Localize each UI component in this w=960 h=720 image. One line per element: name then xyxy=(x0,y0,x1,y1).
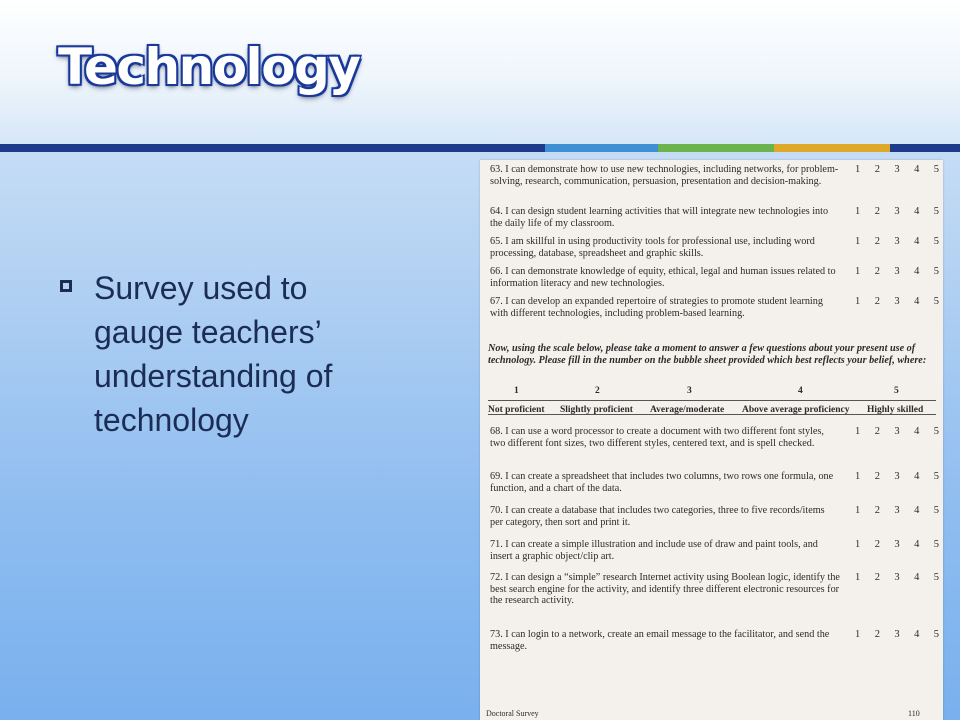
survey-item-text: 65. I am skillful in using productivity tools for professional use, including word processing, database, spreadsheet and graphic skills. xyxy=(490,236,815,259)
survey-item-text: 70. I can create a database that includes two categories, three to five records/items per category, then sort and print it. xyxy=(490,505,825,528)
survey-item-text: 71. I can create a simple illustration and include use of draw and paint tools, and insert a graphic object/clip art. xyxy=(490,539,818,562)
scale-5: 5 xyxy=(933,236,939,247)
scale-3: 3 xyxy=(894,206,900,217)
scale-5: 5 xyxy=(933,505,939,516)
scale-5: 5 xyxy=(933,471,939,482)
accent-bar-green xyxy=(658,144,774,152)
scale-number-1: 1 xyxy=(514,386,519,396)
scale-5: 5 xyxy=(933,539,939,550)
survey-item-text: 66. I can demonstrate knowledge of equity, ethical, legal and human issues related to information literacy and new technologies. xyxy=(490,266,836,289)
slide-title: Technology xyxy=(58,38,360,96)
accent-bar-strip xyxy=(0,144,960,152)
scale-2: 2 xyxy=(874,236,880,247)
scale-2: 2 xyxy=(874,471,880,482)
scale-4: 4 xyxy=(914,296,920,307)
survey-item-scale xyxy=(855,471,939,482)
scale-3: 3 xyxy=(894,236,900,247)
scale-3: 3 xyxy=(894,296,900,307)
scale-3: 3 xyxy=(894,629,900,640)
scale-5: 5 xyxy=(933,296,939,307)
bullet-list xyxy=(60,266,440,442)
survey-item-text: 67. I can develop an expanded repertoire of strategies to promote student learning with different technologies, including problem-based learning. xyxy=(490,296,823,319)
scale-2: 2 xyxy=(874,572,880,583)
scale-label-3: Average/moderate xyxy=(650,405,725,415)
survey-item-scale xyxy=(855,164,939,175)
scale-2: 2 xyxy=(874,266,880,277)
scale-5: 5 xyxy=(933,572,939,583)
scale-1: 1 xyxy=(855,164,861,175)
scale-4: 4 xyxy=(914,572,920,583)
survey-page-image xyxy=(480,160,943,720)
scale-4: 4 xyxy=(914,266,920,277)
scale-number-2: 2 xyxy=(595,386,600,396)
scale-1: 1 xyxy=(855,266,861,277)
scale-1: 1 xyxy=(855,236,861,247)
scale-5: 5 xyxy=(933,164,939,175)
survey-item-text: 63. I can demonstrate how to use new technologies, including networks, for problem-solving, research, communication, persuasion, presentation and decision-making. xyxy=(490,164,839,187)
scale-4: 4 xyxy=(914,206,920,217)
survey-item-scale xyxy=(855,296,939,307)
survey-item-scale xyxy=(855,266,939,277)
scale-5: 5 xyxy=(933,206,939,217)
scale-label-5: Highly skilled xyxy=(867,405,924,415)
scale-1: 1 xyxy=(855,572,861,583)
scale-4: 4 xyxy=(914,539,920,550)
scale-label-2: Slightly proficient xyxy=(560,405,633,415)
survey-item-scale xyxy=(855,539,939,550)
scale-3: 3 xyxy=(894,471,900,482)
scale-number-4: 4 xyxy=(798,386,803,396)
accent-bar-navy-left xyxy=(0,144,545,152)
scale-3: 3 xyxy=(894,539,900,550)
survey-item-scale xyxy=(855,426,939,437)
survey-instructions: Now, using the scale below, please take a moment to answer a few questions about your present use of technology. Please fill in the number on the bubble sheet provided which best reflects your belief, where: xyxy=(488,343,927,366)
bullet-text: Survey used to gauge teachers’ understanding of technology xyxy=(94,270,333,438)
scale-5: 5 xyxy=(933,266,939,277)
scale-4: 4 xyxy=(914,629,920,640)
survey-footer-label: Doctoral Survey xyxy=(486,709,539,718)
survey-item-scale xyxy=(855,206,939,217)
scale-3: 3 xyxy=(894,266,900,277)
scale-1: 1 xyxy=(855,426,861,437)
survey-item-text: 64. I can design student learning activities that will integrate new technologies into the daily life of my classroom. xyxy=(490,206,829,229)
scale-2: 2 xyxy=(874,296,880,307)
scale-label-4: Above average proficiency xyxy=(742,405,850,415)
survey-item-scale xyxy=(855,505,939,516)
scale-divider-top xyxy=(488,400,936,401)
scale-3: 3 xyxy=(894,572,900,583)
survey-item-scale xyxy=(855,236,939,247)
scale-1: 1 xyxy=(855,296,861,307)
accent-bar-gold xyxy=(774,144,890,152)
survey-item-text: 69. I can create a spreadsheet that includes two columns, two rows one formula, one function, and a chart of the data. xyxy=(490,471,834,494)
scale-4: 4 xyxy=(914,505,920,516)
scale-2: 2 xyxy=(874,629,880,640)
accent-bar-navy-right xyxy=(890,144,960,152)
survey-item-text: 73. I can login to a network, create an email message to the facilitator, and send the message. xyxy=(490,629,830,652)
scale-4: 4 xyxy=(914,471,920,482)
survey-item-scale xyxy=(855,629,939,640)
survey-item-text: 72. I can design a “simple” research Internet activity using Boolean logic, identify the best search engine for the activity, and identify three different electronic resources for the research activity. xyxy=(490,572,840,606)
survey-item-scale xyxy=(855,572,939,583)
bullet-item xyxy=(60,266,440,442)
accent-bar-blue xyxy=(545,144,658,152)
scale-4: 4 xyxy=(914,164,920,175)
scale-1: 1 xyxy=(855,629,861,640)
scale-2: 2 xyxy=(874,426,880,437)
scale-label-1: Not proficient xyxy=(488,405,545,415)
scale-3: 3 xyxy=(894,426,900,437)
scale-number-5: 5 xyxy=(894,386,899,396)
square-bullet-icon xyxy=(60,280,72,292)
scale-1: 1 xyxy=(855,539,861,550)
scale-1: 1 xyxy=(855,505,861,516)
scale-5: 5 xyxy=(933,629,939,640)
survey-page-number: 110 xyxy=(908,709,920,718)
scale-4: 4 xyxy=(914,236,920,247)
scale-1: 1 xyxy=(855,206,861,217)
scale-2: 2 xyxy=(874,505,880,516)
scale-4: 4 xyxy=(914,426,920,437)
slide-header xyxy=(0,0,960,144)
scale-2: 2 xyxy=(874,164,880,175)
survey-item-text: 68. I can use a word processor to create a document with two different font styles, two different font sizes, two different styles, centered text, and is spell checked. xyxy=(490,426,824,449)
scale-divider-bottom xyxy=(488,414,936,415)
scale-2: 2 xyxy=(874,539,880,550)
scale-number-3: 3 xyxy=(687,386,692,396)
scale-3: 3 xyxy=(894,164,900,175)
scale-5: 5 xyxy=(933,426,939,437)
scale-3: 3 xyxy=(894,505,900,516)
scale-1: 1 xyxy=(855,471,861,482)
scale-2: 2 xyxy=(874,206,880,217)
